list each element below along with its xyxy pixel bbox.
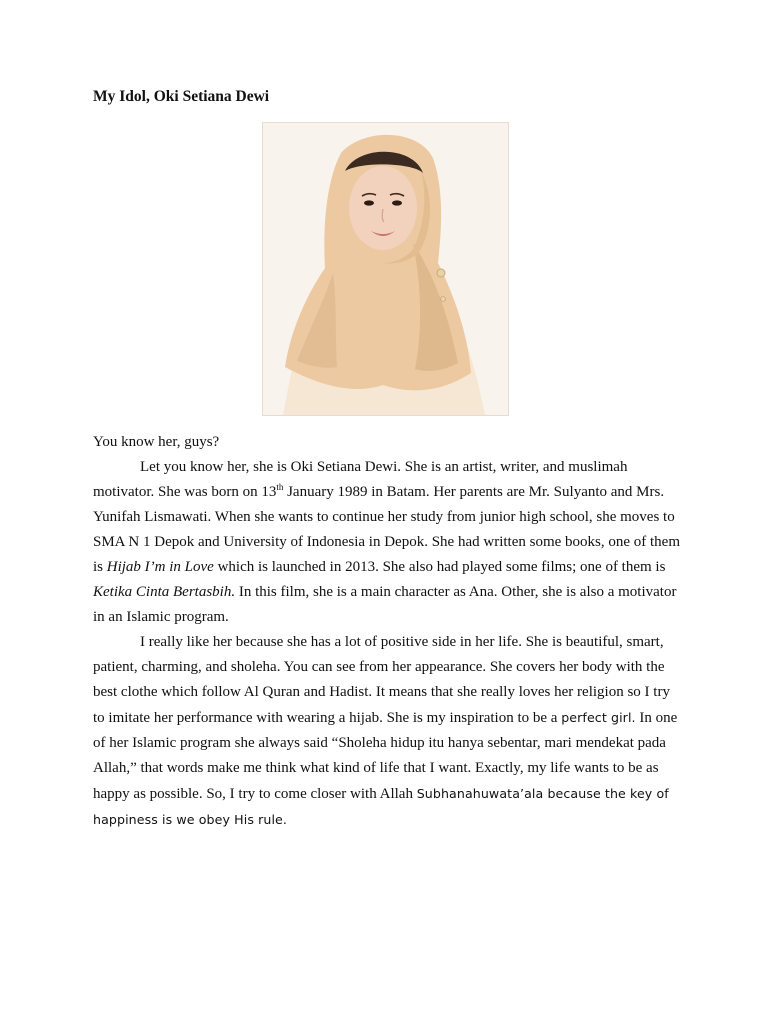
admiration-sans-2: Subhanahuwata’ala because the key of happiness is we obey His rule.: [93, 786, 669, 827]
bio-text-4: In this film, she is a main character as Ana. Other, she is also a motivator in an Islamic program.: [93, 584, 677, 625]
bio-text-3: which is launched in 2013. She also had played some films; one of them is: [213, 559, 666, 575]
essay-body: [93, 430, 683, 833]
admiration-sans-1: perfect girl.: [561, 710, 636, 725]
admiration-text-2: In one of her Islamic program she always said “Sholeha hidup itu hanya sebentar, mari mendekat pada Allah,” that words make me think what kind of life that I want. Exactly, my life wants to be as happy as possible. So, I try to come closer with Allah: [93, 710, 678, 802]
paragraph-biography: [93, 455, 683, 630]
paragraph-admiration: [93, 630, 683, 833]
film-title: Ketika Cinta Bertasbih.: [93, 584, 236, 600]
document-title: My Idol, Oki Setiana Dewi: [93, 88, 270, 105]
bio-text-1: Let you know her, she is Oki Setiana Dewi. She is an artist, writer, and muslimah motivator. She was born on 13: [93, 459, 628, 500]
admiration-text-1: I really like her because she has a lot of positive side in her life. She is beautiful, smart, patient, charming, and sholeha. You can see from her appearance. She covers her body with the best clothe which follow Al Quran and Hadist. It means that she really loves her religion so I try to imitate her performance with wearing a hijab. She is my inspiration to be a: [93, 634, 670, 726]
ordinal-suffix: th: [276, 482, 284, 492]
portrait-photo: [262, 122, 509, 416]
book-title: Hijab I’m in Love: [106, 559, 214, 575]
portrait-illustration: [263, 123, 508, 415]
bio-text-2: January 1989 in Batam. Her parents are Mr. Sulyanto and Mrs. Yunifah Lismawati. When she wants to continue her study from junior high school, she moves to SMA N 1 Depok and University of Indonesia in Depok. She had written some books, one of them is: [93, 484, 680, 575]
intro-paragraph: You know her, guys?: [93, 434, 220, 450]
